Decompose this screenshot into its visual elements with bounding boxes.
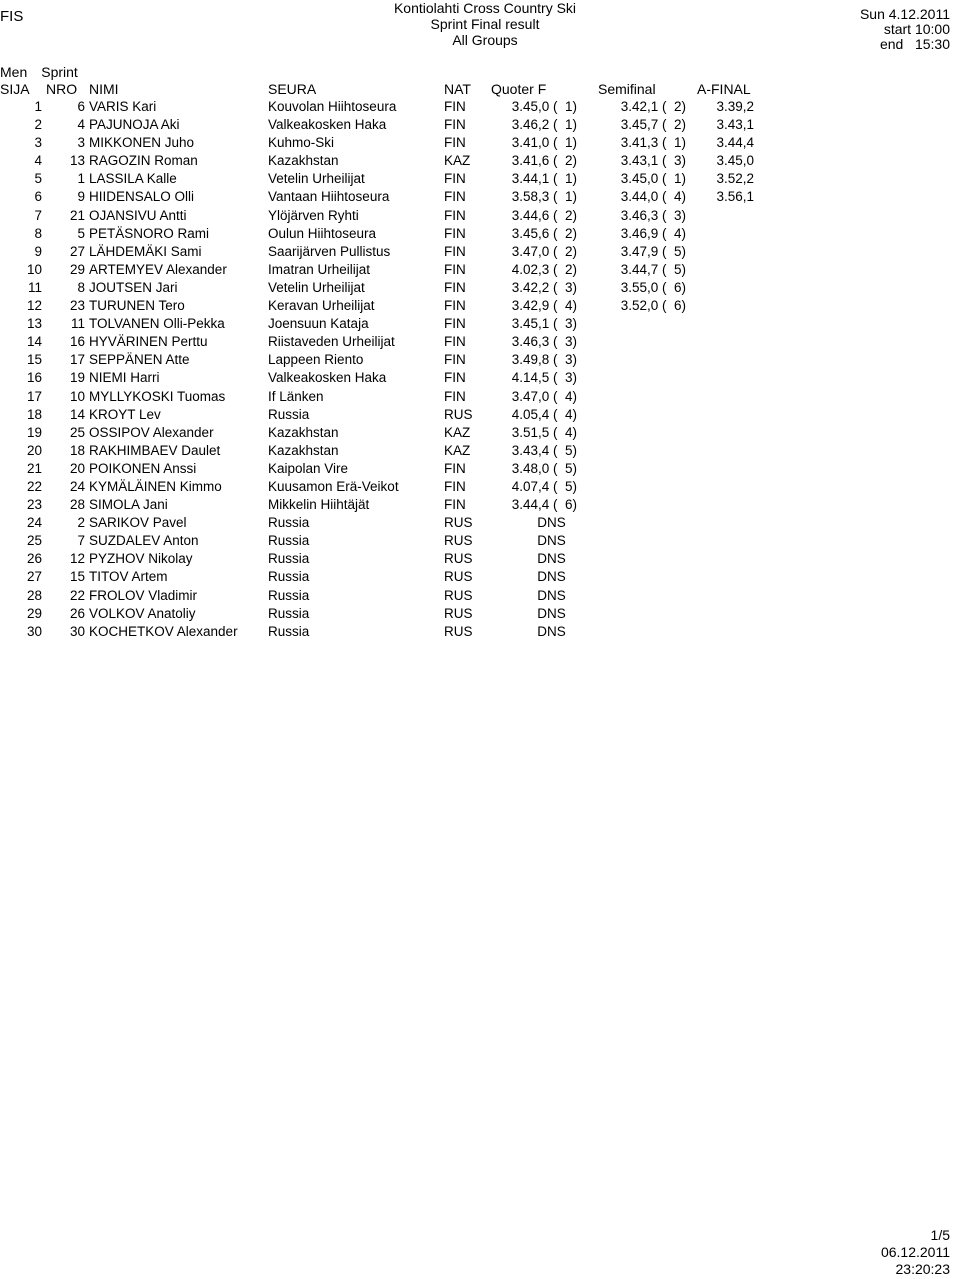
table-row	[0, 443, 960, 461]
cell-nat: FIN	[444, 189, 466, 205]
cell-name: TURUNEN Tero	[89, 298, 185, 314]
cell-nat: FIN	[444, 352, 466, 368]
cell-bib: 14	[69, 406, 85, 422]
col-afinal: A-FINAL	[697, 81, 751, 97]
cell-semifinal: 3.46,9 ( 4)	[620, 225, 686, 241]
category-gender: Men	[0, 64, 28, 80]
print-date: 06.12.2011	[880, 1244, 950, 1260]
col-quoter: Quoter F	[491, 81, 547, 97]
cell-club: Kazakhstan	[268, 442, 339, 458]
cell-nat: KAZ	[444, 442, 471, 458]
cell-quoter: DNS	[537, 605, 577, 621]
table-row	[0, 569, 960, 587]
cell-club: Joensuun Kataja	[268, 316, 369, 332]
cell-afinal: 3.45,0	[716, 153, 754, 169]
table-row	[0, 280, 960, 298]
cell-rank: 11	[27, 279, 42, 295]
cell-bib: 1	[77, 171, 85, 187]
cell-bib: 25	[69, 424, 85, 440]
table-row	[0, 262, 960, 280]
cell-rank: 22	[26, 478, 42, 494]
results-table	[0, 99, 960, 642]
table-row	[0, 515, 960, 533]
event-title: Kontiolahti Cross Country Ski	[393, 0, 577, 16]
cell-quoter: 4.07,4 ( 5)	[511, 478, 577, 494]
cell-nat: RUS	[444, 551, 473, 567]
table-row	[0, 189, 960, 207]
cell-name: HYVÄRINEN Perttu	[89, 334, 208, 350]
cell-name: SUZDALEV Anton	[89, 533, 199, 549]
col-rank: SIJA	[0, 81, 30, 97]
cell-name: LÄHDEMÄKI Sami	[89, 243, 202, 259]
cell-semifinal: 3.45,7 ( 2)	[620, 117, 686, 133]
cell-nat: RUS	[444, 587, 473, 603]
cell-quoter: 3.45,0 ( 1)	[511, 99, 577, 114]
cell-bib: 15	[69, 569, 85, 585]
cell-afinal: 3.56,1	[716, 189, 754, 205]
category-line	[0, 64, 92, 80]
table-row	[0, 334, 960, 352]
cell-quoter: 4.02,3 ( 2)	[511, 261, 577, 277]
cell-name: TITOV Artem	[89, 569, 168, 585]
col-bib: NRO	[46, 81, 78, 97]
cell-rank: 1	[34, 99, 42, 114]
end-time: end 15:30	[879, 36, 950, 52]
cell-bib: 8	[77, 279, 85, 295]
cell-quoter: 3.44,4 ( 6)	[511, 497, 577, 513]
cell-club: Russia	[268, 605, 310, 621]
cell-rank: 14	[26, 334, 42, 350]
cell-name: KROYT Lev	[89, 406, 161, 422]
cell-club: Kuhmo-Ski	[268, 135, 335, 151]
cell-nat: FIN	[444, 261, 466, 277]
cell-club: Kouvolan Hiihtoseura	[268, 99, 397, 114]
cell-club: Riistaveden Urheilijat	[268, 334, 395, 350]
cell-name: HIIDENSALO Olli	[89, 189, 195, 205]
cell-name: PYZHOV Nikolay	[89, 551, 193, 567]
cell-club: Oulun Hiihtoseura	[268, 225, 377, 241]
table-row	[0, 298, 960, 316]
cell-rank: 27	[26, 569, 42, 585]
cell-afinal: 3.52,2	[716, 171, 754, 187]
table-row	[0, 497, 960, 515]
cell-bib: 11	[70, 316, 85, 332]
cell-rank: 20	[26, 442, 42, 458]
cell-rank: 24	[26, 515, 42, 531]
cell-bib: 22	[69, 587, 85, 603]
cell-quoter: DNS	[537, 533, 577, 549]
page-number: 1/5	[930, 1227, 950, 1243]
cell-quoter: 3.41,0 ( 1)	[511, 135, 577, 151]
group-label: All Groups	[452, 32, 518, 48]
cell-nat: FIN	[444, 225, 466, 241]
cell-nat: FIN	[444, 207, 466, 223]
cell-semifinal: 3.46,3 ( 3)	[620, 207, 686, 223]
cell-bib: 18	[69, 442, 85, 458]
table-row	[0, 588, 960, 606]
table-row	[0, 425, 960, 443]
table-row	[0, 226, 960, 244]
cell-semifinal: 3.43,1 ( 3)	[620, 153, 686, 169]
cell-club: Saarijärven Pullistus	[268, 243, 391, 259]
cell-bib: 10	[69, 388, 85, 404]
cell-name: NIEMI Harri	[89, 370, 160, 386]
cell-bib: 24	[69, 478, 85, 494]
cell-nat: RUS	[444, 515, 473, 531]
cell-rank: 17	[26, 388, 42, 404]
table-row	[0, 153, 960, 171]
table-row	[0, 208, 960, 226]
table-row	[0, 461, 960, 479]
cell-nat: RUS	[444, 569, 473, 585]
cell-quoter: 3.47,0 ( 2)	[511, 243, 577, 259]
cell-semifinal: 3.45,0 ( 1)	[620, 171, 686, 187]
cell-rank: 23	[26, 497, 42, 513]
col-semifinal: Semifinal	[598, 81, 656, 97]
cell-name: SEPPÄNEN Atte	[89, 352, 190, 368]
cell-afinal: 3.44,4	[716, 135, 754, 151]
column-headers	[0, 81, 960, 97]
table-row	[0, 370, 960, 388]
cell-nat: FIN	[444, 243, 466, 259]
cell-rank: 30	[26, 623, 42, 639]
cell-quoter: DNS	[537, 587, 577, 603]
cell-quoter: 3.48,0 ( 5)	[511, 460, 577, 476]
cell-name: POIKONEN Anssi	[89, 460, 197, 476]
cell-rank: 7	[34, 207, 42, 223]
table-row	[0, 606, 960, 624]
cell-name: PAJUNOJA Aki	[89, 117, 180, 133]
cell-bib: 30	[69, 623, 85, 639]
cell-quoter: 3.46,3 ( 3)	[511, 334, 577, 350]
cell-bib: 4	[77, 117, 85, 133]
cell-club: Valkeakosken Haka	[268, 370, 387, 386]
cell-rank: 8	[34, 225, 42, 241]
cell-club: Keravan Urheilijat	[268, 298, 375, 314]
cell-nat: FIN	[444, 388, 466, 404]
cell-club: Valkeakosken Haka	[268, 117, 387, 133]
cell-bib: 7	[77, 533, 85, 549]
cell-quoter: 3.45,6 ( 2)	[511, 225, 577, 241]
cell-name: SARIKOV Pavel	[89, 515, 187, 531]
cell-nat: FIN	[444, 334, 466, 350]
cell-rank: 15	[26, 352, 42, 368]
cell-quoter: 3.45,1 ( 3)	[511, 316, 577, 332]
cell-bib: 16	[69, 334, 85, 350]
cell-nat: KAZ	[444, 153, 471, 169]
cell-club: Kazakhstan	[268, 424, 339, 440]
category-discipline: Sprint	[41, 64, 78, 80]
cell-name: RAGOZIN Roman	[89, 153, 198, 169]
cell-bib: 6	[77, 99, 85, 114]
cell-bib: 29	[69, 261, 85, 277]
table-row	[0, 316, 960, 334]
cell-rank: 2	[34, 117, 42, 133]
cell-rank: 28	[26, 587, 42, 603]
cell-bib: 23	[69, 298, 85, 314]
cell-rank: 3	[34, 135, 42, 151]
cell-quoter: 3.58,3 ( 1)	[511, 189, 577, 205]
cell-afinal: 3.43,1	[716, 117, 754, 133]
cell-rank: 21	[26, 460, 42, 476]
table-row	[0, 624, 960, 642]
cell-quoter: 3.46,2 ( 1)	[511, 117, 577, 133]
cell-name: OSSIPOV Alexander	[89, 424, 214, 440]
cell-nat: RUS	[444, 533, 473, 549]
cell-name: LASSILA Kalle	[89, 171, 177, 187]
cell-club: Mikkelin Hiihtäjät	[268, 497, 370, 513]
cell-bib: 13	[69, 153, 85, 169]
cell-club: Kaipolan Vire	[268, 460, 349, 476]
cell-quoter: 3.43,4 ( 5)	[511, 442, 577, 458]
cell-nat: RUS	[444, 605, 473, 621]
cell-nat: KAZ	[444, 424, 471, 440]
cell-quoter: DNS	[537, 623, 577, 639]
cell-name: MYLLYKOSKI Tuomas	[89, 388, 226, 404]
cell-name: MIKKONEN Juho	[89, 135, 195, 151]
cell-rank: 16	[26, 370, 42, 386]
cell-club: Ylöjärven Ryhti	[268, 207, 359, 223]
cell-bib: 9	[77, 189, 85, 205]
report-title-block	[330, 0, 640, 48]
cell-semifinal: 3.41,3 ( 1)	[620, 135, 686, 151]
cell-nat: FIN	[444, 460, 466, 476]
table-row	[0, 352, 960, 370]
table-row	[0, 533, 960, 551]
cell-quoter: 3.49,8 ( 3)	[511, 352, 577, 368]
cell-bib: 5	[77, 225, 85, 241]
cell-rank: 6	[34, 189, 42, 205]
cell-quoter: 4.05,4 ( 4)	[511, 406, 577, 422]
cell-name: KOCHETKOV Alexander	[89, 623, 238, 639]
cell-afinal: 3.39,2	[716, 99, 754, 114]
cell-name: FROLOV Vladimir	[89, 587, 198, 603]
cell-rank: 12	[26, 298, 42, 314]
cell-club: Russia	[268, 515, 310, 531]
cell-name: VARIS Kari	[89, 99, 157, 114]
cell-bib: 20	[69, 460, 85, 476]
cell-quoter: 3.42,9 ( 4)	[511, 298, 577, 314]
cell-semifinal: 3.44,7 ( 5)	[620, 261, 686, 277]
cell-bib: 17	[69, 352, 85, 368]
cell-nat: RUS	[444, 623, 473, 639]
cell-bib: 27	[69, 243, 85, 259]
cell-rank: 4	[34, 153, 42, 169]
col-club: SEURA	[268, 81, 317, 97]
fis-label: FIS	[0, 8, 24, 25]
cell-club: Kazakhstan	[268, 153, 339, 169]
report-subtitle: Sprint Final result	[430, 16, 540, 32]
cell-quoter: 4.14,5 ( 3)	[511, 370, 577, 386]
cell-rank: 5	[34, 171, 42, 187]
cell-nat: FIN	[444, 497, 466, 513]
cell-semifinal: 3.55,0 ( 6)	[620, 279, 686, 295]
page-footer	[881, 1227, 950, 1278]
cell-rank: 25	[26, 533, 42, 549]
cell-bib: 3	[77, 135, 85, 151]
cell-name: OJANSIVU Antti	[89, 207, 187, 223]
cell-name: TOLVANEN Olli-Pekka	[89, 316, 225, 332]
cell-quoter: 3.51,5 ( 4)	[511, 424, 577, 440]
cell-semifinal: 3.52,0 ( 6)	[620, 298, 686, 314]
col-name: NIMI	[89, 81, 119, 97]
cell-nat: FIN	[444, 279, 466, 295]
cell-quoter: 3.41,6 ( 2)	[511, 153, 577, 169]
cell-nat: FIN	[444, 171, 466, 187]
table-row	[0, 389, 960, 407]
cell-bib: 28	[69, 497, 85, 513]
table-row	[0, 99, 960, 117]
cell-club: If Länken	[268, 388, 324, 404]
cell-club: Russia	[268, 587, 310, 603]
cell-name: VOLKOV Anatoliy	[89, 605, 196, 621]
cell-club: Russia	[268, 569, 310, 585]
table-row	[0, 551, 960, 569]
cell-club: Russia	[268, 406, 310, 422]
cell-club: Vantaan Hiihtoseura	[268, 189, 390, 205]
cell-name: PETÄSNORO Rami	[89, 225, 210, 241]
cell-nat: FIN	[444, 316, 466, 332]
table-row	[0, 244, 960, 262]
cell-club: Russia	[268, 533, 310, 549]
cell-nat: RUS	[444, 406, 473, 422]
cell-quoter: DNS	[537, 515, 577, 531]
cell-club: Russia	[268, 623, 310, 639]
table-row	[0, 171, 960, 189]
cell-bib: 21	[69, 207, 85, 223]
cell-quoter: 3.47,0 ( 4)	[511, 388, 577, 404]
cell-name: JOUTSEN Jari	[89, 279, 178, 295]
cell-bib: 26	[69, 605, 85, 621]
table-row	[0, 135, 960, 153]
table-row	[0, 117, 960, 135]
cell-nat: FIN	[444, 298, 466, 314]
cell-rank: 13	[26, 316, 42, 332]
cell-semifinal: 3.44,0 ( 4)	[620, 189, 686, 205]
cell-name: ARTEMYEV Alexander	[89, 261, 227, 277]
cell-club: Vetelin Urheilijat	[268, 279, 365, 295]
cell-nat: FIN	[444, 478, 466, 494]
cell-quoter: DNS	[537, 569, 577, 585]
cell-quoter: 3.44,1 ( 1)	[511, 171, 577, 187]
print-time: 23:20:23	[895, 1261, 950, 1277]
cell-rank: 9	[34, 243, 42, 259]
start-time: start 10:00	[883, 21, 950, 37]
cell-club: Lappeen Riento	[268, 352, 364, 368]
cell-nat: FIN	[444, 117, 466, 133]
cell-nat: FIN	[444, 370, 466, 386]
cell-rank: 10	[26, 261, 42, 277]
cell-name: RAKHIMBAEV Daulet	[89, 442, 221, 458]
cell-semifinal: 3.42,1 ( 2)	[620, 99, 686, 114]
cell-bib: 19	[69, 370, 85, 386]
cell-rank: 26	[26, 551, 42, 567]
date-time-block	[860, 7, 950, 52]
cell-club: Russia	[268, 551, 310, 567]
table-row	[0, 479, 960, 497]
cell-nat: FIN	[444, 99, 466, 114]
cell-quoter: DNS	[537, 551, 577, 567]
cell-quoter: 3.42,2 ( 3)	[511, 279, 577, 295]
cell-club: Imatran Urheilijat	[268, 261, 371, 277]
cell-rank: 18	[26, 406, 42, 422]
cell-bib: 2	[77, 515, 85, 531]
cell-quoter: 3.44,6 ( 2)	[511, 207, 577, 223]
table-row	[0, 407, 960, 425]
cell-semifinal: 3.47,9 ( 5)	[620, 243, 686, 259]
event-date: Sun 4.12.2011	[859, 6, 950, 22]
cell-club: Vetelin Urheilijat	[268, 171, 365, 187]
cell-name: SIMOLA Jani	[89, 497, 168, 513]
cell-bib: 12	[69, 551, 85, 567]
cell-rank: 19	[26, 424, 42, 440]
col-nat: NAT	[444, 81, 471, 97]
cell-name: KYMÄLÄINEN Kimmo	[89, 478, 222, 494]
cell-nat: FIN	[444, 135, 466, 151]
cell-club: Kuusamon Erä-Veikot	[268, 478, 399, 494]
cell-rank: 29	[26, 605, 42, 621]
